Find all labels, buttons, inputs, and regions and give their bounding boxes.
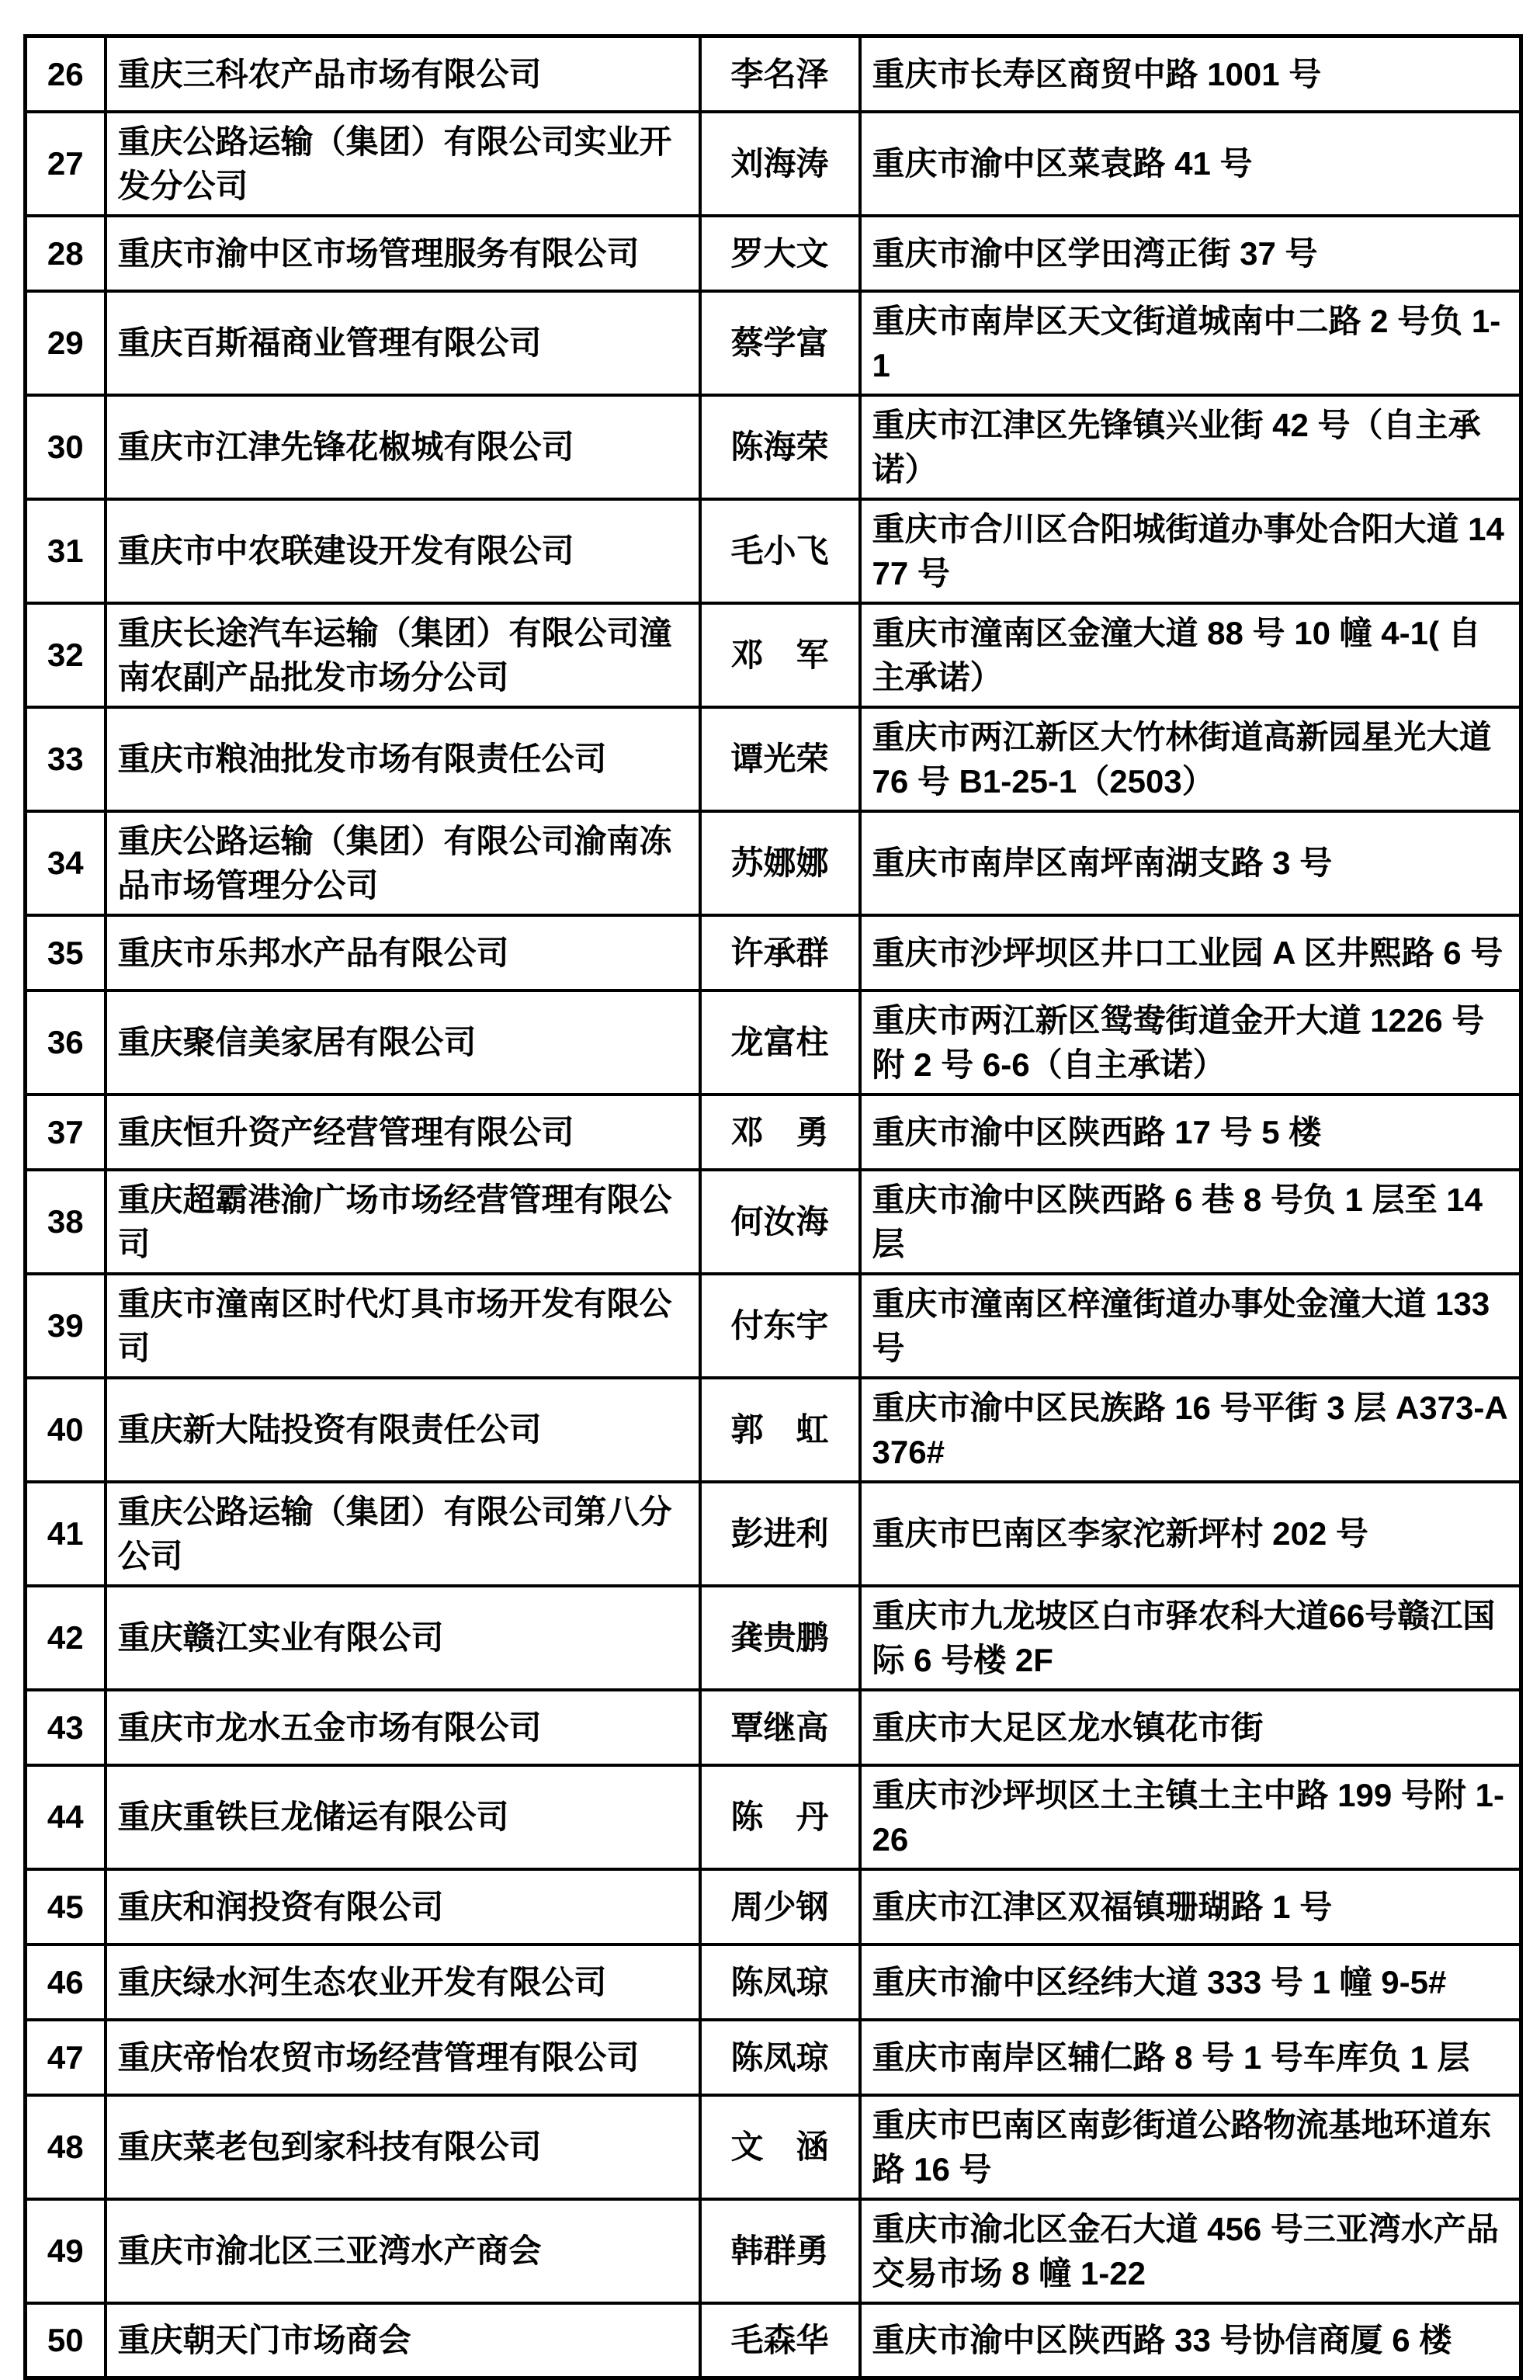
row-number-cell: 27 [26, 112, 106, 216]
contact-name-cell: 覃继高 [700, 1690, 860, 1765]
company-name-cell: 重庆赣江实业有限公司 [106, 1586, 700, 1690]
address-cell: 重庆市两江新区大竹林街道高新园星光大道 76 号 B1-25-1（2503） [860, 707, 1521, 811]
company-name-cell: 重庆公路运输（集团）有限公司第八分公司 [106, 1482, 700, 1586]
company-name-cell: 重庆恒升资产经营管理有限公司 [106, 1095, 700, 1170]
contact-name-cell: 邓 军 [700, 603, 860, 707]
contact-name-cell: 邓 勇 [700, 1095, 860, 1170]
table-row [26, 603, 1521, 707]
row-number-cell: 48 [26, 2095, 106, 2199]
row-number-cell: 38 [26, 1170, 106, 1274]
contact-name-cell: 彭进利 [700, 1482, 860, 1586]
table-row [26, 707, 1521, 811]
company-name-cell: 重庆市渝北区三亚湾水产商会 [106, 2199, 700, 2303]
company-name-cell: 重庆市粮油批发市场有限责任公司 [106, 707, 700, 811]
address-cell: 重庆市巴南区南彭街道公路物流基地环道东路 16 号 [860, 2095, 1521, 2199]
address-cell: 重庆市南岸区南坪南湖支路 3 号 [860, 811, 1521, 915]
address-cell: 重庆市长寿区商贸中路 1001 号 [860, 36, 1521, 112]
row-number-cell: 43 [26, 1690, 106, 1765]
contact-name-cell: 陈 丹 [700, 1765, 860, 1869]
address-cell: 重庆市潼南区梓潼街道办事处金潼大道 133 号 [860, 1274, 1521, 1378]
contact-name-cell: 谭光荣 [700, 707, 860, 811]
address-cell: 重庆市渝中区菜袁路 41 号 [860, 112, 1521, 216]
contact-name-cell: 罗大文 [700, 216, 860, 291]
company-name-cell: 重庆聚信美家居有限公司 [106, 991, 700, 1095]
contact-name-cell: 龚贵鹏 [700, 1586, 860, 1690]
row-number-cell: 45 [26, 1869, 106, 1945]
address-cell: 重庆市渝中区陕西路 17 号 5 楼 [860, 1095, 1521, 1170]
company-name-cell: 重庆市江津先锋花椒城有限公司 [106, 395, 700, 499]
contact-name-cell: 付东宇 [700, 1274, 860, 1378]
company-name-cell: 重庆市龙水五金市场有限公司 [106, 1690, 700, 1765]
address-cell: 重庆市两江新区鸳鸯街道金开大道 1226 号附 2 号 6-6（自主承诺） [860, 991, 1521, 1095]
row-number-cell: 26 [26, 36, 106, 112]
row-number-cell: 40 [26, 1378, 106, 1482]
table-row [26, 112, 1521, 216]
company-name-cell: 重庆公路运输（集团）有限公司实业开发分公司 [106, 112, 700, 216]
table-row [26, 1482, 1521, 1586]
contact-name-cell: 陈海荣 [700, 395, 860, 499]
address-cell: 重庆市渝北区金石大道 456 号三亚湾水产品交易市场 8 幢 1-22 [860, 2199, 1521, 2303]
contact-name-cell: 苏娜娜 [700, 811, 860, 915]
row-number-cell: 44 [26, 1765, 106, 1869]
row-number-cell: 30 [26, 395, 106, 499]
company-name-cell: 重庆帝怡农贸市场经营管理有限公司 [106, 2020, 700, 2095]
table-row [26, 2095, 1521, 2199]
table-row [26, 499, 1521, 603]
address-cell: 重庆市渝中区民族路 16 号平街 3 层 A373-A376# [860, 1378, 1521, 1482]
contact-name-cell: 何汝海 [700, 1170, 860, 1274]
address-cell: 重庆市江津区双福镇珊瑚路 1 号 [860, 1869, 1521, 1945]
company-name-cell: 重庆百斯福商业管理有限公司 [106, 291, 700, 395]
address-cell: 重庆市沙坪坝区井口工业园 A 区井熙路 6 号 [860, 915, 1521, 991]
contact-name-cell: 郭 虹 [700, 1378, 860, 1482]
contact-name-cell: 周少钢 [700, 1869, 860, 1945]
address-cell: 重庆市渝中区经纬大道 333 号 1 幢 9-5# [860, 1945, 1521, 2020]
contact-name-cell: 李名泽 [700, 36, 860, 112]
row-number-cell: 28 [26, 216, 106, 291]
table-row [26, 1378, 1521, 1482]
company-name-cell: 重庆三科农产品市场有限公司 [106, 36, 700, 112]
table-row [26, 1869, 1521, 1945]
row-number-cell: 41 [26, 1482, 106, 1586]
row-number-cell: 34 [26, 811, 106, 915]
table-row [26, 1274, 1521, 1378]
contact-name-cell: 陈凤琼 [700, 1945, 860, 2020]
row-number-cell: 49 [26, 2199, 106, 2303]
row-number-cell: 33 [26, 707, 106, 811]
table-row [26, 915, 1521, 991]
row-number-cell: 36 [26, 991, 106, 1095]
company-name-cell: 重庆重铁巨龙储运有限公司 [106, 1765, 700, 1869]
company-name-cell: 重庆新大陆投资有限责任公司 [106, 1378, 700, 1482]
contact-name-cell: 刘海涛 [700, 112, 860, 216]
table-row [26, 991, 1521, 1095]
row-number-cell: 50 [26, 2303, 106, 2378]
address-cell: 重庆市南岸区辅仁路 8 号 1 号车库负 1 层 [860, 2020, 1521, 2095]
row-number-cell: 37 [26, 1095, 106, 1170]
company-name-cell: 重庆和润投资有限公司 [106, 1869, 700, 1945]
row-number-cell: 31 [26, 499, 106, 603]
row-number-cell: 39 [26, 1274, 106, 1378]
company-name-cell: 重庆公路运输（集团）有限公司渝南冻品市场管理分公司 [106, 811, 700, 915]
company-table [23, 34, 1523, 2380]
address-cell: 重庆市巴南区李家沱新坪村 202 号 [860, 1482, 1521, 1586]
contact-name-cell: 毛森华 [700, 2303, 860, 2378]
address-cell: 重庆市合川区合阳城街道办事处合阳大道 1477 号 [860, 499, 1521, 603]
table-row [26, 1170, 1521, 1274]
table-row [26, 1765, 1521, 1869]
contact-name-cell: 蔡学富 [700, 291, 860, 395]
company-name-cell: 重庆市渝中区市场管理服务有限公司 [106, 216, 700, 291]
company-name-cell: 重庆绿水河生态农业开发有限公司 [106, 1945, 700, 2020]
address-cell: 重庆市大足区龙水镇花市街 [860, 1690, 1521, 1765]
table-row [26, 36, 1521, 112]
table-row [26, 811, 1521, 915]
address-cell: 重庆市渝中区学田湾正街 37 号 [860, 216, 1521, 291]
table-row [26, 1690, 1521, 1765]
table-row [26, 216, 1521, 291]
table-row [26, 1095, 1521, 1170]
contact-name-cell: 韩群勇 [700, 2199, 860, 2303]
company-name-cell: 重庆市乐邦水产品有限公司 [106, 915, 700, 991]
row-number-cell: 42 [26, 1586, 106, 1690]
row-number-cell: 47 [26, 2020, 106, 2095]
company-name-cell: 重庆市中农联建设开发有限公司 [106, 499, 700, 603]
address-cell: 重庆市南岸区天文街道城南中二路 2 号负 1-1 [860, 291, 1521, 395]
address-cell: 重庆市渝中区陕西路 33 号协信商厦 6 楼 [860, 2303, 1521, 2378]
contact-name-cell: 许承群 [700, 915, 860, 991]
contact-name-cell: 龙富柱 [700, 991, 860, 1095]
company-name-cell: 重庆长途汽车运输（集团）有限公司潼南农副产品批发市场分公司 [106, 603, 700, 707]
table-row [26, 395, 1521, 499]
row-number-cell: 32 [26, 603, 106, 707]
company-name-cell: 重庆菜老包到家科技有限公司 [106, 2095, 700, 2199]
table-row [26, 2303, 1521, 2378]
address-cell: 重庆市沙坪坝区土主镇土主中路 199 号附 1-26 [860, 1765, 1521, 1869]
table-row [26, 1586, 1521, 1690]
company-name-cell: 重庆超霸港渝广场市场经营管理有限公司 [106, 1170, 700, 1274]
company-name-cell: 重庆朝天门市场商会 [106, 2303, 700, 2378]
address-cell: 重庆市江津区先锋镇兴业街 42 号（自主承诺） [860, 395, 1521, 499]
address-cell: 重庆市潼南区金潼大道 88 号 10 幢 4-1( 自主承诺） [860, 603, 1521, 707]
table-row [26, 291, 1521, 395]
company-name-cell: 重庆市潼南区时代灯具市场开发有限公司 [106, 1274, 700, 1378]
contact-name-cell: 陈凤琼 [700, 2020, 860, 2095]
address-cell: 重庆市九龙坡区白市驿农科大道66号赣江国际 6 号楼 2F [860, 1586, 1521, 1690]
table-row [26, 2199, 1521, 2303]
row-number-cell: 46 [26, 1945, 106, 2020]
table-row [26, 2020, 1521, 2095]
contact-name-cell: 文 涵 [700, 2095, 860, 2199]
row-number-cell: 29 [26, 291, 106, 395]
row-number-cell: 35 [26, 915, 106, 991]
table-row [26, 1945, 1521, 2020]
address-cell: 重庆市渝中区陕西路 6 巷 8 号负 1 层至 14 层 [860, 1170, 1521, 1274]
contact-name-cell: 毛小飞 [700, 499, 860, 603]
company-table-body [26, 36, 1521, 2378]
